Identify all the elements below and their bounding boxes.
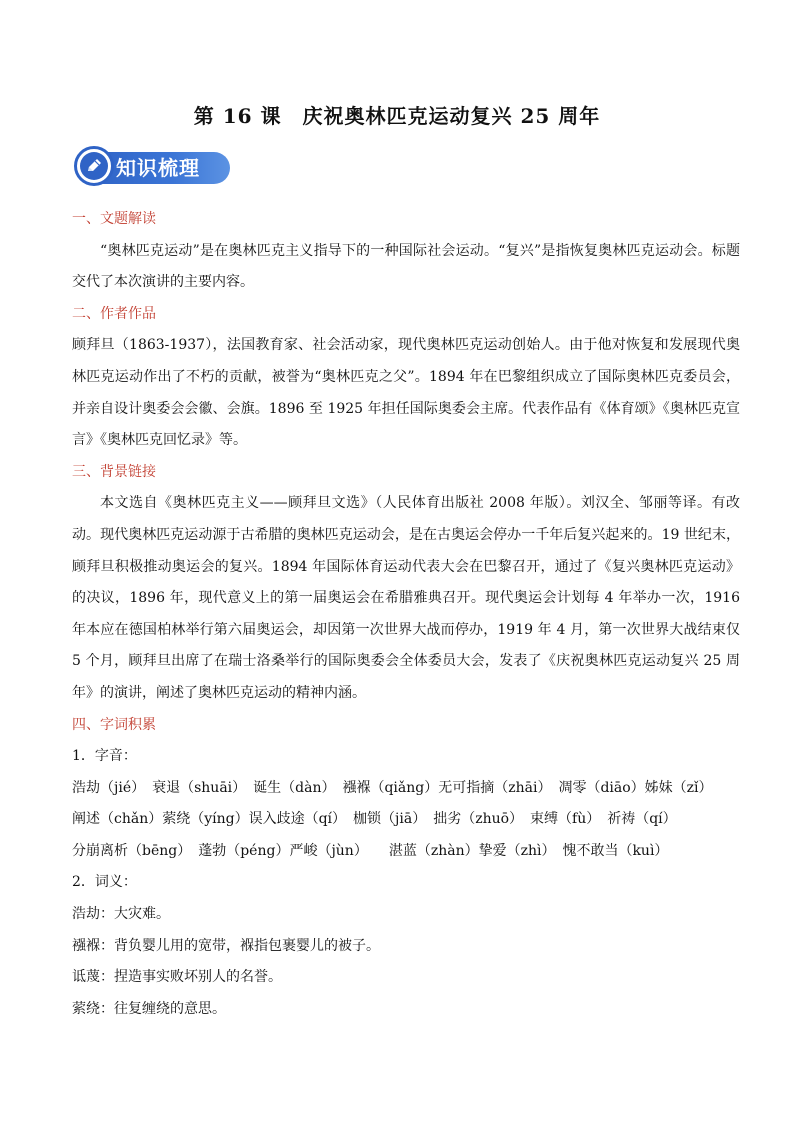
banner-badge	[74, 146, 114, 186]
pronunciation-line: 分崩离析（bēng） 蓬勃（péng）严峻（jùn） 湛蓝（zhàn）挚爱（zhì） 愧不敢当（kuì）	[72, 842, 669, 859]
section-heading-background: 三、背景链接	[72, 463, 156, 480]
section-heading-author: 二、作者作品	[72, 305, 156, 322]
paragraph-background: 本文选自《奥林匹克主义——顾拜旦文选》（人民体育出版社 2008 年版）。刘汉全、邹丽等译。有改动。现代奥林匹克运动源于古希腊的奥林匹克运动会，是在古奥运会停办一千年后复兴起来的。19 世纪末，顾拜旦积极推动奥运会的复兴。1894 年国际体育运动代表大会在巴黎召开，通过了《复兴奥林匹克运动》的决议，1896 年，现代意义上的第一届奥运会在希腊雅典召开。现代奥运会计划每 4 年举办一次，1916 年本应在德国柏林举行第六届奥运会，却因第一次世界大战而停办，1919 年 4 月，第一次世界大战结束仅 5 个月，顾拜旦出席了在瑞士洛桑举行的国际奥委会全体委员大会，发表了《庆祝奥林匹克运动复兴 25 周年》的演讲，阐述了奥林匹克运动的精神内涵。	[72, 495, 740, 701]
pronunciation-line: 阐述（chǎn）萦绕（yíng）误入歧途（qí） 枷锁（jiā） 拙劣（zhuō） 束缚（fù） 祈祷（qí）	[72, 811, 677, 828]
pronunciation-label: 1．字音：	[72, 748, 137, 765]
pencil-icon	[80, 152, 108, 180]
paragraph-title-analysis: “奥林匹克运动”是在奥林匹克主义指导下的一种国际社会运动。“复兴”是指恢复奥林匹克运动会。标题交代了本次演讲的主要内容。	[72, 242, 740, 291]
section-banner	[74, 146, 230, 188]
document-body	[72, 204, 740, 1025]
meaning-item: 萦绕：往复缠绕的意思。	[72, 1000, 226, 1017]
meaning-item: 浩劫：大灾难。	[72, 906, 170, 923]
section-heading-title-analysis: 一、文题解读	[72, 211, 156, 227]
meaning-item: 襁褓：背负婴儿用的宽带，褓指包裹婴儿的被子。	[72, 937, 380, 954]
section-heading-vocabulary: 四、字词积累	[72, 716, 156, 733]
banner-label: 知识梳理	[116, 156, 200, 180]
paragraph-author: 顾拜旦（1863-1937），法国教育家、社会活动家，现代奥林匹克运动创始人。由于他对恢复和发展现代奥林匹克运动作出了不朽的贡献，被誉为“奥林匹克之父”。1894 年在巴黎组织成立了国际奥林匹克委员会，并亲自设计奥委会会徽、会旗。1896 至 1925 年担任国际奥委会主席。代表作品有《体育颂》《奥林匹克宣言》《奥林匹克回忆录》等。	[72, 337, 740, 449]
page-title: 第 16 课 庆祝奥林匹克运动复兴 25 周年	[193, 104, 601, 128]
pronunciation-line: 浩劫（jié） 衰退（shuāi） 诞生（dàn） 襁褓（qiǎng）无可指摘（zhāi） 凋零（diāo）姊妹（zǐ）	[72, 779, 713, 796]
meaning-label: 2．词义：	[72, 874, 137, 891]
meaning-item: 诋蔑：捏造事实败坏别人的名誉。	[72, 969, 282, 986]
